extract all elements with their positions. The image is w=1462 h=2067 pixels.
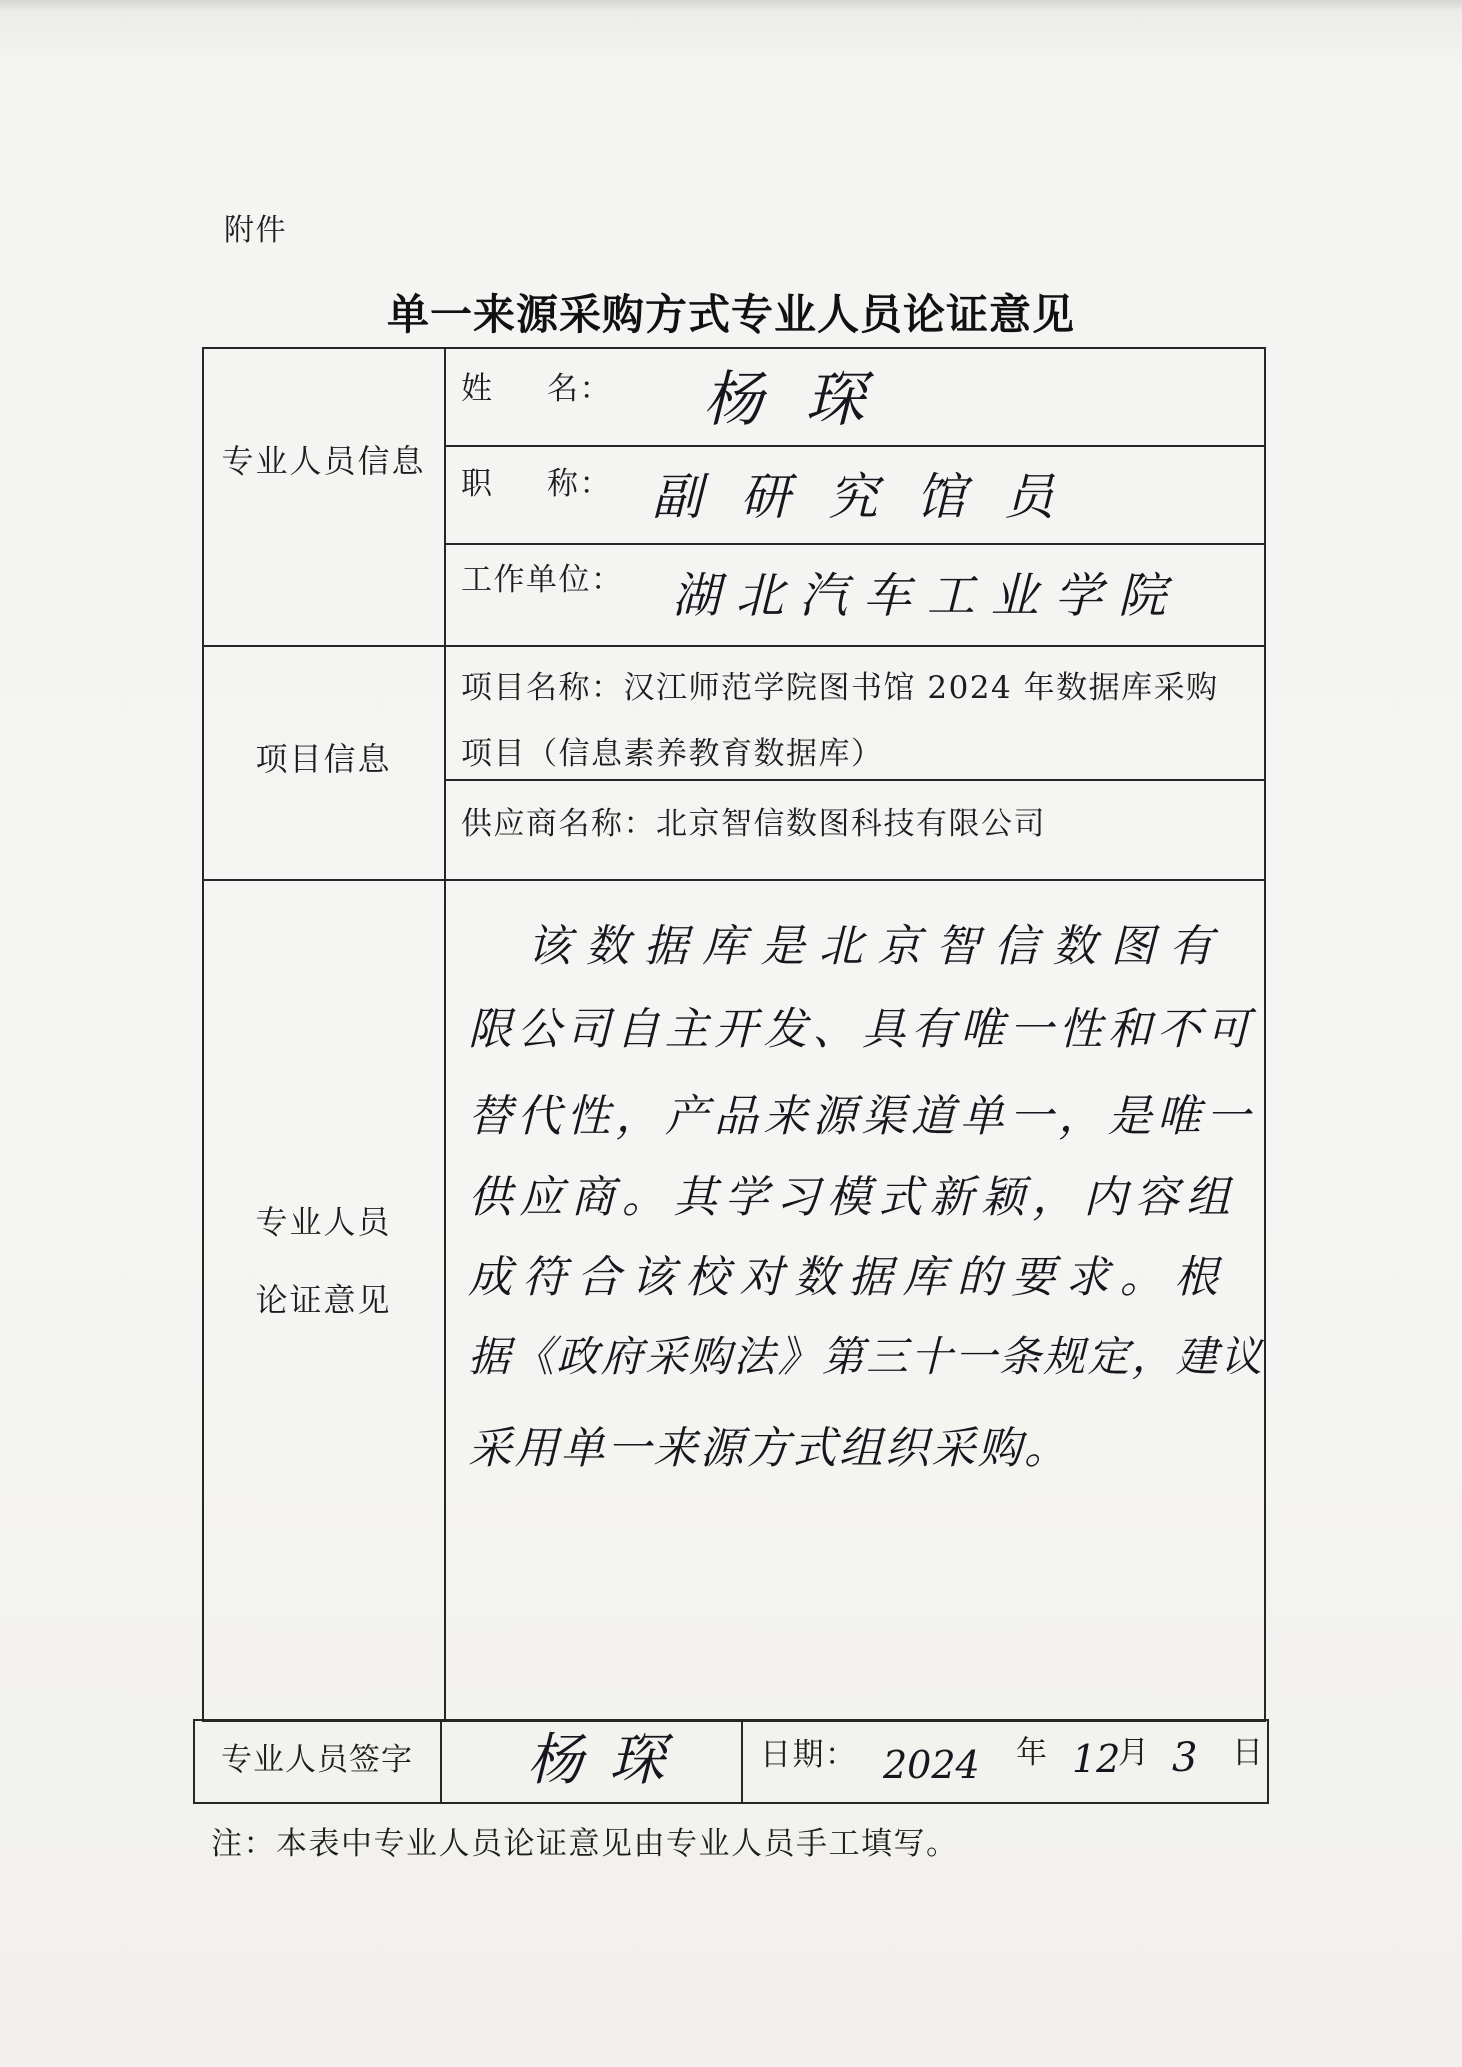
title-label-char2: 称： <box>547 466 612 502</box>
opinion-line: 采用单一来源方式组织采购。 <box>468 1423 1068 1474</box>
opinion-line: 替代性，产品来源渠道单一，是唯一 <box>468 1091 1250 1142</box>
supplier-value: 北京智信数图科技有限公司 <box>656 806 1046 842</box>
project-name-line1 <box>461 670 1219 706</box>
title-handwritten: 副研究馆员 <box>652 468 1054 526</box>
signature-label: 专业人员签字 <box>221 1742 413 1778</box>
supplier-line <box>461 806 1046 842</box>
date-month-unit: 月 <box>1118 1735 1151 1771</box>
project-name-label: 项目名称： <box>461 670 624 706</box>
table-subrow-divider <box>445 543 1266 545</box>
opinion-line: 成符合该校对数据库的要求。根 <box>468 1252 1218 1303</box>
opinion-heading-line2: 论证意见 <box>255 1281 392 1319</box>
opinion-line: 据《政府采购法》第三十一条规定，建议 <box>468 1332 1262 1381</box>
title-label-char1: 职 <box>461 466 494 502</box>
opinion-line: 供应商。其学习模式新颖，内容组 <box>468 1172 1230 1223</box>
name-label-char2: 名： <box>547 371 612 407</box>
date-year-handwritten: 2024 <box>883 1743 980 1787</box>
attachment-label: 附件 <box>224 213 287 248</box>
project-name-value: 汉江师范学院图书馆 2024 年数据库采购 <box>623 670 1219 706</box>
opinion-heading-line1: 专业人员 <box>255 1203 392 1241</box>
expert-info-heading: 专业人员信息 <box>221 442 426 480</box>
signature-handwritten: 杨琛 <box>527 1728 691 1793</box>
project-name-line2: 项目（信息素养教育数据库） <box>461 736 884 772</box>
table-row-divider <box>202 645 1266 647</box>
opinion-line: 限公司自主开发、具有唯一性和不可 <box>468 1004 1250 1055</box>
date-day-unit: 日 <box>1232 1735 1265 1771</box>
work-unit-handwritten: 湖北汽车工业学院 <box>672 568 1166 624</box>
table-row-divider <box>202 879 1266 881</box>
opinion-line: 该数据库是北京智信数图有 <box>527 921 1213 972</box>
name-label-char1: 姓 <box>461 371 494 407</box>
name-handwritten: 杨琛 <box>703 365 907 435</box>
date-year-unit: 年 <box>1016 1735 1049 1771</box>
table-subrow-divider <box>445 779 1266 781</box>
date-day-handwritten: 3 <box>1172 1735 1198 1781</box>
work-unit-label: 工作单位： <box>461 562 624 598</box>
signature-column-divider <box>741 1720 743 1803</box>
supplier-label: 供应商名称： <box>461 806 656 842</box>
date-month-handwritten: 12 <box>1072 1737 1121 1781</box>
footnote: 注：本表中专业人员论证意见由专业人员手工填写。 <box>211 1826 959 1862</box>
table-column-divider <box>444 347 446 1720</box>
table-subrow-divider <box>445 445 1266 447</box>
page-title: 单一来源采购方式专业人员论证意见 <box>386 290 1075 339</box>
project-info-heading: 项目信息 <box>255 740 392 778</box>
date-label: 日期： <box>760 1737 858 1773</box>
